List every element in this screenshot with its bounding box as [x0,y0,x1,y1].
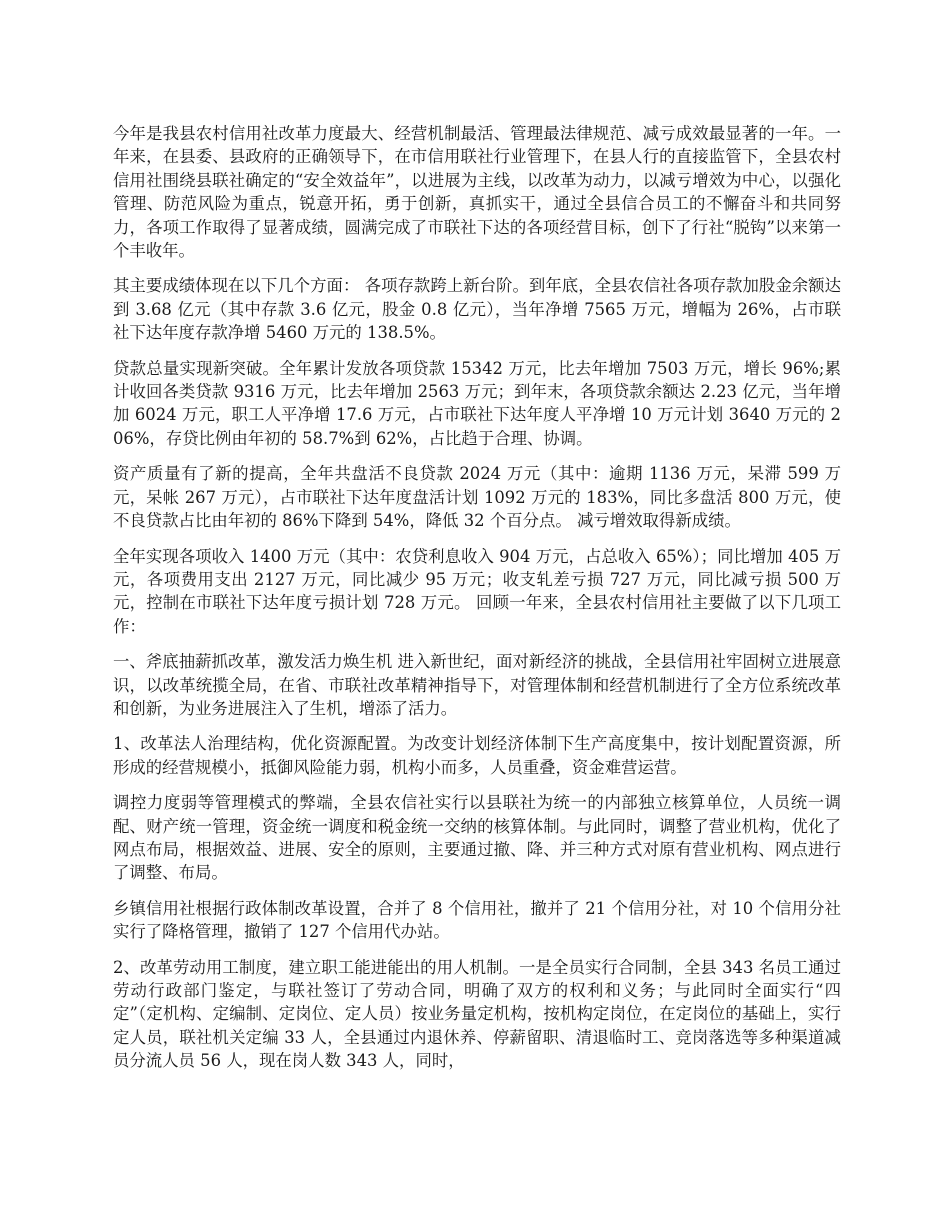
paragraph-accounting: 调控力度弱等管理模式的弊端，全县农信社实行以县联社为统一的内部独立核算单位，人员统一调配、财产统一管理，资金统一调度和税金统一交纳的核算体制。与此同时，调整了营业机构，优化了网点布局，根据效益、进展、安全的原则，主要通过撤、降、并三种方式对原有营业机构、网点进行了调整、布局。 [113,793,841,883]
paragraph-reform-heading: 一、斧底抽薪抓改革，激发活力焕生机 进入新世纪，面对新经济的挑战，全县信用社牢固树立进展意识，以改革统揽全局，在省、市联社改革精神指导下，对管理体制和经营机制进行了全方位系统改革和创新，为业务进展注入了生机，增添了活力。 [113,652,841,718]
paragraph-loans: 贷款总量实现新突破。全年累计发放各项贷款 15342 万元，比去年增加 7503 万元，增长 96%;累计收回各类贷款 9316 万元，比去年增加 2563 万元；到年末，各项贷款余额达 2.23 亿元，当年增加 6024 万元，职工人平净增 17.6 万元，占市联社下达年度人平净增 10 万元计划 3640 万元的 206%，存贷比例由年初的 58.7%到 62%，占比趋于合理、协调。 [113,358,841,448]
paragraph-labor: 2、改革劳动用工制度，建立职工能进能出的用人机制。一是全员实行合同制，全县 343 名员工通过劳动行政部门鉴定，与联社签订了劳动合同，明确了双方的权利和义务；与此同时全面实行“四定”（定机构、定编制、定岗位、定人员）按业务量定机构，按机构定岗位，在定岗位的基础上，实行定人员，联社机关定编 33 人，全县通过内退休养、停薪留职、清退临时工、竞岗落选等多种渠道减员分流人员 56 人，现在岗人数 343 人，同时， [113,957,841,1071]
paragraph-income: 全年实现各项收入 1400 万元（其中：农贷利息收入 904 万元，占总收入 65%）；同比增加 405 万元，各项费用支出 2127 万元，同比减少 95 万元；收支轧差亏损 727 万元，同比减亏损 500 万元，控制在市联社下达年度亏损计划 728 万元。 回顾一年来，全县农村信用社主要做了以下几项工作： [113,546,841,636]
paragraph-intro: 今年是我县农村信用社改革力度最大、经营机制最活、管理最法律规范、减亏成效最显著的一年。一年来，在县委、县政府的正确领导下，在市信用联社行业管理下，在县人行的直接监管下，全县农村信用社围绕县联社确定的“安全效益年”，以进展为主线，以改革为动力，以减亏增效为中心，以强化管理、防范风险为重点，锐意开拓，勇于创新，真抓实干，通过全县信合员工的不懈奋斗和共同努力，各项工作取得了显著成绩，圆满完成了市联社下达的各项经营目标，创下了行社“脱钩”以来第一个丰收年。 [113,124,841,261]
paragraph-governance: 1、改革法人治理结构，优化资源配置。为改变计划经济体制下生产高度集中，按计划配置资源，所形成的经营规模小，抵御风险能力弱，机构小而多，人员重叠，资金难营运营。 [113,734,841,777]
document-body [113,122,841,1085]
paragraph-deposits: 其主要成绩体现在以下几个方面： 各项存款跨上新台阶。到年底，全县农信社各项存款加股金余额达到 3.68 亿元（其中存款 3.6 亿元，股金 0.8 亿元），当年净增 7565 万元，增幅为 26%，占市联社下达年度存款净增 5460 万元的 138.5%。 [113,276,841,343]
paragraph-branches: 乡镇信用社根据行政体制改革设置，合并了 8 个信用社，撤并了 21 个信用分社，对 10 个信用分社实行了降格管理，撤销了 127 个信用代办站。 [113,898,841,942]
paragraph-asset-quality: 资产质量有了新的提高，全年共盘活不良贷款 2024 万元（其中：逾期 1136 万元，呆滞 599 万元，呆帐 267 万元），占市联社下达年度盘活计划 1092 万元的 183%，同比多盘活 800 万元，使不良贷款占比由年初的 86%下降到 54%，降低 32 个百分点。 减亏增效取得新成绩。 [113,464,841,531]
